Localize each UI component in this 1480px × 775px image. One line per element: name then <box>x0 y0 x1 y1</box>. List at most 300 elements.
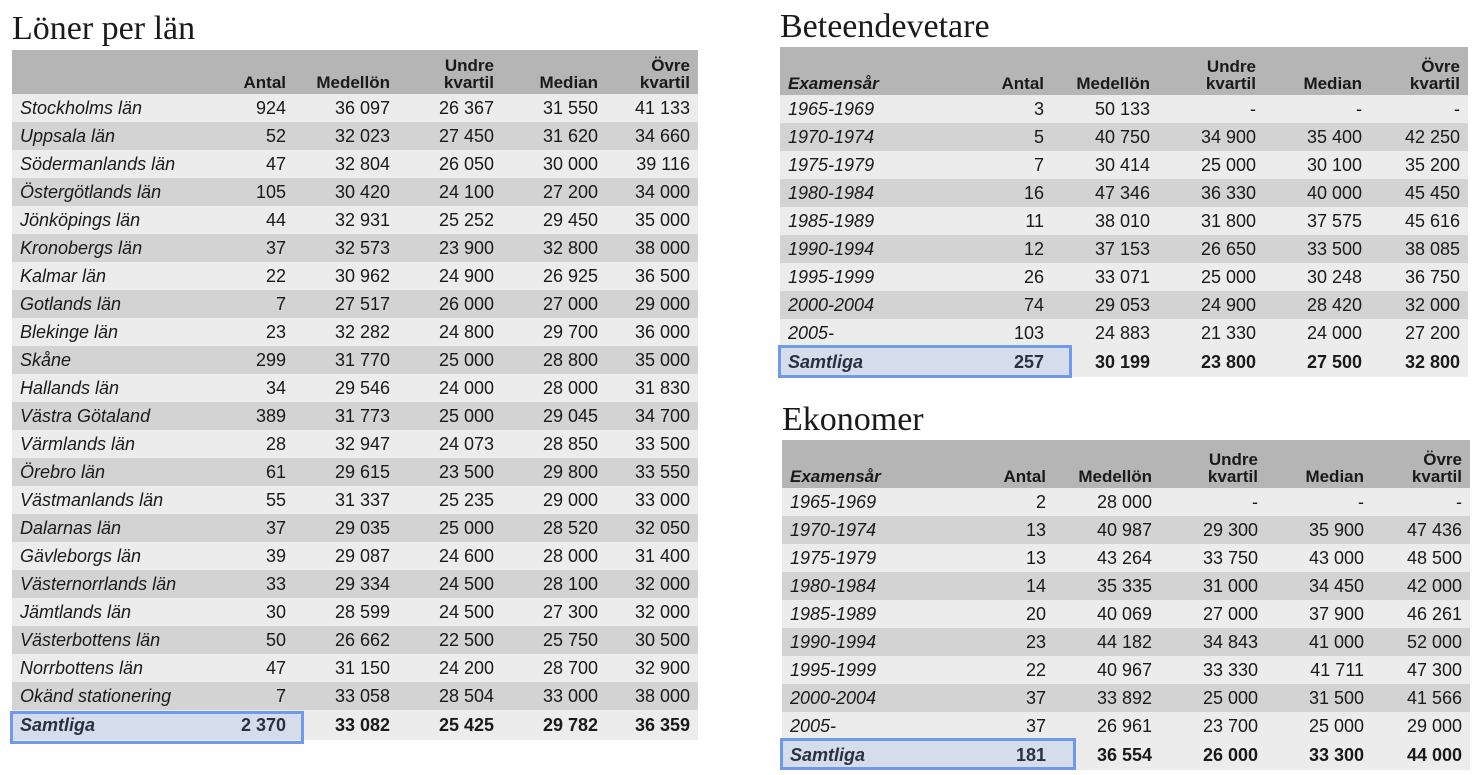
table-row <box>12 430 698 458</box>
column-header: Övre kvartil <box>1370 47 1468 95</box>
table-cell: 32 573 <box>294 234 398 262</box>
table-row <box>780 263 1468 291</box>
column-header: Medellön <box>294 50 398 94</box>
column-header: Övre kvartil <box>1372 440 1470 488</box>
table-cell: 34 843 <box>1160 628 1266 656</box>
table-cell: 25 750 <box>502 626 606 654</box>
table-cell: 52 <box>202 122 294 150</box>
table-cell: 44 182 <box>1054 628 1160 656</box>
total-cell: 29 782 <box>502 710 606 740</box>
table-cell: - <box>1370 95 1468 123</box>
table-row <box>782 684 1470 712</box>
table-cell: 23 <box>932 628 1054 656</box>
table-cell: 26 000 <box>398 290 502 318</box>
table-cell: 26 961 <box>1054 712 1160 740</box>
total-cell: 27 500 <box>1264 347 1370 377</box>
column-header: Antal <box>202 50 294 94</box>
table-cell: 28 800 <box>502 346 606 374</box>
table-cell: 32 804 <box>294 150 398 178</box>
table-row <box>12 682 698 710</box>
row-label: 2005- <box>780 319 930 347</box>
table-cell: 16 <box>930 179 1052 207</box>
table-row <box>12 178 698 206</box>
beteende-table-title: Beteendevetare <box>780 8 990 45</box>
table-cell: 25 000 <box>398 402 502 430</box>
table-cell: 45 616 <box>1370 207 1468 235</box>
table-cell: 32 000 <box>606 570 698 598</box>
table-cell: 26 650 <box>1158 235 1264 263</box>
table-cell: 32 023 <box>294 122 398 150</box>
table-cell: 43 000 <box>1266 544 1372 572</box>
table-cell: 32 900 <box>606 654 698 682</box>
table-cell: 7 <box>930 151 1052 179</box>
row-label: Värmlands län <box>12 430 202 458</box>
table-cell: 36 097 <box>294 94 398 122</box>
table-cell: 23 700 <box>1160 712 1266 740</box>
table-cell: - <box>1264 95 1370 123</box>
table-cell: 41 000 <box>1266 628 1372 656</box>
table-cell: 30 420 <box>294 178 398 206</box>
table-cell: 31 830 <box>606 374 698 402</box>
table-cell: 29 546 <box>294 374 398 402</box>
table-cell: 30 414 <box>1052 151 1158 179</box>
table-cell: 31 337 <box>294 486 398 514</box>
ekonom-table-title: Ekonomer <box>782 401 924 438</box>
row-label: Jönköpings län <box>12 206 202 234</box>
table-cell: 2 <box>932 488 1054 516</box>
table-cell: 37 153 <box>1052 235 1158 263</box>
table-row <box>782 628 1470 656</box>
table-cell: 29 053 <box>1052 291 1158 319</box>
table-cell: 27 450 <box>398 122 502 150</box>
table-row <box>782 544 1470 572</box>
table-cell: 29 000 <box>502 486 606 514</box>
table-row <box>12 458 698 486</box>
table-cell: 13 <box>932 516 1054 544</box>
table-cell: 29 000 <box>1372 712 1470 740</box>
table-row <box>12 206 698 234</box>
table-cell: 22 <box>202 262 294 290</box>
table-row <box>12 570 698 598</box>
table-cell: 31 800 <box>1158 207 1264 235</box>
table-cell: 27 000 <box>502 290 606 318</box>
total-row <box>782 740 1470 770</box>
table-cell: 47 300 <box>1372 656 1470 684</box>
table-row <box>12 486 698 514</box>
column-header: Övre kvartil <box>606 50 698 94</box>
table-cell: 32 050 <box>606 514 698 542</box>
row-label: Jämtlands län <box>12 598 202 626</box>
table-cell: 24 500 <box>398 598 502 626</box>
column-header: Median <box>1264 47 1370 95</box>
table-cell: 32 282 <box>294 318 398 346</box>
table-cell: 41 711 <box>1266 656 1372 684</box>
table-cell: 26 050 <box>398 150 502 178</box>
table-cell: 30 000 <box>502 150 606 178</box>
table-cell: 61 <box>202 458 294 486</box>
table-cell: 29 615 <box>294 458 398 486</box>
table-cell: 24 000 <box>398 374 502 402</box>
table-cell: 31 500 <box>1266 684 1372 712</box>
table-cell: 40 000 <box>1264 179 1370 207</box>
table-cell: 34 450 <box>1266 572 1372 600</box>
total-label: Samtliga <box>782 740 932 770</box>
table-cell: 26 662 <box>294 626 398 654</box>
table-cell: 11 <box>930 207 1052 235</box>
table-cell: 27 200 <box>1370 319 1468 347</box>
table-cell: 40 987 <box>1054 516 1160 544</box>
table-cell: 34 660 <box>606 122 698 150</box>
table-cell: 31 773 <box>294 402 398 430</box>
row-label: 1970-1974 <box>782 516 932 544</box>
total-row <box>12 710 698 740</box>
table-cell: 34 900 <box>1158 123 1264 151</box>
table-cell: 25 000 <box>1158 151 1264 179</box>
row-label: 1990-1994 <box>782 628 932 656</box>
table-cell: 40 069 <box>1054 600 1160 628</box>
row-label: Blekinge län <box>12 318 202 346</box>
row-label: 1995-1999 <box>780 263 930 291</box>
table-cell: 7 <box>202 682 294 710</box>
row-label: Stockholms län <box>12 94 202 122</box>
table-cell: 44 <box>202 206 294 234</box>
table-row <box>12 374 698 402</box>
table-cell: 28 <box>202 430 294 458</box>
total-cell: 36 554 <box>1054 740 1160 770</box>
table-cell: 24 500 <box>398 570 502 598</box>
table-cell: 24 073 <box>398 430 502 458</box>
table-cell: 55 <box>202 486 294 514</box>
ekonom-salary-table <box>782 440 1470 770</box>
table-cell: 24 100 <box>398 178 502 206</box>
row-label: Västra Götaland <box>12 402 202 430</box>
column-header: Median <box>1266 440 1372 488</box>
table-row <box>782 516 1470 544</box>
table-cell: 28 504 <box>398 682 502 710</box>
table-row <box>782 600 1470 628</box>
table-cell: 29 087 <box>294 542 398 570</box>
table-cell: 28 000 <box>1054 488 1160 516</box>
column-header: Antal <box>932 440 1054 488</box>
table-cell: 33 058 <box>294 682 398 710</box>
total-label: Samtliga <box>12 710 202 740</box>
column-header: Examensår <box>782 440 932 488</box>
table-cell: 34 <box>202 374 294 402</box>
table-cell: 31 620 <box>502 122 606 150</box>
table-cell: 37 <box>202 514 294 542</box>
row-label: Västmanlands län <box>12 486 202 514</box>
row-label: Östergötlands län <box>12 178 202 206</box>
table-cell: 46 261 <box>1372 600 1470 628</box>
table-cell: 31 550 <box>502 94 606 122</box>
table-cell: 26 925 <box>502 262 606 290</box>
table-cell: 28 420 <box>1264 291 1370 319</box>
table-row <box>780 151 1468 179</box>
table-cell: 34 000 <box>606 178 698 206</box>
table-cell: 31 770 <box>294 346 398 374</box>
row-label: 1975-1979 <box>782 544 932 572</box>
column-header: Medellön <box>1052 47 1158 95</box>
table-cell: 37 575 <box>1264 207 1370 235</box>
column-header: Undre kvartil <box>1160 440 1266 488</box>
table-cell: 29 000 <box>606 290 698 318</box>
table-cell: 24 883 <box>1052 319 1158 347</box>
table-cell: 29 700 <box>502 318 606 346</box>
table-cell: 33 000 <box>606 486 698 514</box>
table-cell: 34 700 <box>606 402 698 430</box>
row-label: Västerbottens län <box>12 626 202 654</box>
table-row <box>12 262 698 290</box>
row-label: Gotlands län <box>12 290 202 318</box>
row-label: Kronobergs län <box>12 234 202 262</box>
table-cell: 5 <box>930 123 1052 151</box>
table-cell: 33 330 <box>1160 656 1266 684</box>
table-cell: 42 000 <box>1372 572 1470 600</box>
table-cell: 50 133 <box>1052 95 1158 123</box>
table-cell: 33 500 <box>1264 235 1370 263</box>
lan-table-title: Löner per län <box>12 10 196 47</box>
table-row <box>780 291 1468 319</box>
row-label: 1965-1969 <box>780 95 930 123</box>
row-label: Okänd stationering <box>12 682 202 710</box>
row-label: 2000-2004 <box>782 684 932 712</box>
table-cell: 33 892 <box>1054 684 1160 712</box>
table-cell: 25 000 <box>398 346 502 374</box>
table-cell: 33 000 <box>502 682 606 710</box>
table-cell: 35 200 <box>1370 151 1468 179</box>
table-cell: 33 <box>202 570 294 598</box>
table-row <box>780 123 1468 151</box>
table-cell: 30 962 <box>294 262 398 290</box>
row-label: Örebro län <box>12 458 202 486</box>
table-cell: 26 <box>930 263 1052 291</box>
total-cell: 2 370 <box>202 710 294 740</box>
table-cell: 25 000 <box>1158 263 1264 291</box>
table-cell: 24 900 <box>1158 291 1264 319</box>
table-cell: 32 800 <box>502 234 606 262</box>
table-cell: 36 000 <box>606 318 698 346</box>
column-header: Undre kvartil <box>398 50 502 94</box>
table-cell: 21 330 <box>1158 319 1264 347</box>
table-row <box>12 234 698 262</box>
table-row <box>12 514 698 542</box>
table-cell: 37 <box>202 234 294 262</box>
table-cell: 35 400 <box>1264 123 1370 151</box>
table-cell: 33 500 <box>606 430 698 458</box>
table-row <box>782 572 1470 600</box>
table-cell: 29 800 <box>502 458 606 486</box>
lan-salary-table <box>12 50 698 740</box>
table-cell: 52 000 <box>1372 628 1470 656</box>
table-cell: 389 <box>202 402 294 430</box>
table-cell: 33 071 <box>1052 263 1158 291</box>
table-row <box>12 626 698 654</box>
table-cell: 33 550 <box>606 458 698 486</box>
table-cell: 41 566 <box>1372 684 1470 712</box>
table-cell: 7 <box>202 290 294 318</box>
table-cell: 29 334 <box>294 570 398 598</box>
table-cell: 43 264 <box>1054 544 1160 572</box>
table-cell: 30 500 <box>606 626 698 654</box>
table-cell: 27 200 <box>502 178 606 206</box>
row-label: Dalarnas län <box>12 514 202 542</box>
table-cell: 31 150 <box>294 654 398 682</box>
table-cell: 24 900 <box>398 262 502 290</box>
table-cell: 47 <box>202 150 294 178</box>
table-cell: 24 000 <box>1264 319 1370 347</box>
row-label: 1990-1994 <box>780 235 930 263</box>
table-row <box>780 179 1468 207</box>
table-row <box>12 150 698 178</box>
table-cell: 47 436 <box>1372 516 1470 544</box>
table-cell: 40 750 <box>1052 123 1158 151</box>
table-cell: 39 116 <box>606 150 698 178</box>
table-row <box>12 290 698 318</box>
table-cell: 48 500 <box>1372 544 1470 572</box>
table-cell: 105 <box>202 178 294 206</box>
table-cell: 28 700 <box>502 654 606 682</box>
table-cell: 32 947 <box>294 430 398 458</box>
table-row <box>12 318 698 346</box>
table-cell: 299 <box>202 346 294 374</box>
table-cell: 36 750 <box>1370 263 1468 291</box>
row-label: Uppsala län <box>12 122 202 150</box>
table-cell: 50 <box>202 626 294 654</box>
table-cell: - <box>1372 488 1470 516</box>
table-cell: 28 520 <box>502 514 606 542</box>
row-label: 1975-1979 <box>780 151 930 179</box>
table-cell: 36 330 <box>1158 179 1264 207</box>
table-cell: 924 <box>202 94 294 122</box>
table-row <box>12 346 698 374</box>
total-cell: 23 800 <box>1158 347 1264 377</box>
row-label: Norrbottens län <box>12 654 202 682</box>
table-cell: 25 235 <box>398 486 502 514</box>
table-cell: 35 335 <box>1054 572 1160 600</box>
table-row <box>782 712 1470 740</box>
table-cell: 31 000 <box>1160 572 1266 600</box>
table-cell: 29 300 <box>1160 516 1266 544</box>
table-cell: 24 600 <box>398 542 502 570</box>
table-row <box>12 542 698 570</box>
table-cell: 26 367 <box>398 94 502 122</box>
row-label: Kalmar län <box>12 262 202 290</box>
table-cell: 20 <box>932 600 1054 628</box>
row-label: Södermanlands län <box>12 150 202 178</box>
table-cell: 32 000 <box>1370 291 1468 319</box>
table-cell: 13 <box>932 544 1054 572</box>
table-cell: 27 000 <box>1160 600 1266 628</box>
table-cell: 30 <box>202 598 294 626</box>
table-cell: 40 967 <box>1054 656 1160 684</box>
table-row <box>780 319 1468 347</box>
table-cell: 38 000 <box>606 234 698 262</box>
table-cell: 42 250 <box>1370 123 1468 151</box>
table-cell: 12 <box>930 235 1052 263</box>
column-header: Median <box>502 50 606 94</box>
table-cell: 74 <box>930 291 1052 319</box>
table-cell: 24 800 <box>398 318 502 346</box>
table-row <box>12 654 698 682</box>
table-cell: 29 045 <box>502 402 606 430</box>
row-label: 1980-1984 <box>780 179 930 207</box>
column-header: Medellön <box>1054 440 1160 488</box>
table-cell: 31 400 <box>606 542 698 570</box>
table-cell: 28 100 <box>502 570 606 598</box>
table-cell: 28 850 <box>502 430 606 458</box>
table-cell: 29 450 <box>502 206 606 234</box>
row-label: 1965-1969 <box>782 488 932 516</box>
table-cell: 23 900 <box>398 234 502 262</box>
row-label: Gävleborgs län <box>12 542 202 570</box>
table-row <box>782 656 1470 684</box>
row-label: 1980-1984 <box>782 572 932 600</box>
table-cell: 33 750 <box>1160 544 1266 572</box>
table-row <box>782 488 1470 516</box>
table-cell: 32 931 <box>294 206 398 234</box>
table-cell: 25 000 <box>1160 684 1266 712</box>
row-label: 2000-2004 <box>780 291 930 319</box>
table-cell: 45 450 <box>1370 179 1468 207</box>
row-label: Västernorrlands län <box>12 570 202 598</box>
table-cell: 35 900 <box>1266 516 1372 544</box>
table-cell: 37 900 <box>1266 600 1372 628</box>
table-cell: 38 085 <box>1370 235 1468 263</box>
table-cell: 30 100 <box>1264 151 1370 179</box>
total-cell: 33 082 <box>294 710 398 740</box>
column-header: Undre kvartil <box>1158 47 1264 95</box>
table-row <box>780 235 1468 263</box>
table-row <box>12 122 698 150</box>
table-cell: 28 000 <box>502 374 606 402</box>
table-cell: 38 000 <box>606 682 698 710</box>
table-cell: 103 <box>930 319 1052 347</box>
table-cell: 32 000 <box>606 598 698 626</box>
beteende-salary-table <box>780 47 1468 377</box>
table-cell: 47 346 <box>1052 179 1158 207</box>
row-label: 1995-1999 <box>782 656 932 684</box>
table-cell: 23 <box>202 318 294 346</box>
table-row <box>12 598 698 626</box>
table-cell: 41 133 <box>606 94 698 122</box>
column-header <box>12 50 202 94</box>
table-row <box>780 207 1468 235</box>
table-cell: 27 300 <box>502 598 606 626</box>
table-cell: 3 <box>930 95 1052 123</box>
table-cell: 38 010 <box>1052 207 1158 235</box>
table-cell: 25 000 <box>398 514 502 542</box>
table-row <box>12 94 698 122</box>
table-cell: 36 500 <box>606 262 698 290</box>
table-cell: - <box>1160 488 1266 516</box>
table-cell: 30 248 <box>1264 263 1370 291</box>
column-header: Antal <box>930 47 1052 95</box>
table-cell: 25 252 <box>398 206 502 234</box>
table-row <box>12 402 698 430</box>
table-cell: 28 599 <box>294 598 398 626</box>
total-cell: 44 000 <box>1372 740 1470 770</box>
table-cell: 24 200 <box>398 654 502 682</box>
table-cell: - <box>1158 95 1264 123</box>
table-cell: 37 <box>932 712 1054 740</box>
row-label: 1985-1989 <box>782 600 932 628</box>
row-label: Hallands län <box>12 374 202 402</box>
row-label: 1970-1974 <box>780 123 930 151</box>
table-cell: 22 500 <box>398 626 502 654</box>
total-cell: 257 <box>930 347 1052 377</box>
table-cell: 23 500 <box>398 458 502 486</box>
total-cell: 33 300 <box>1266 740 1372 770</box>
